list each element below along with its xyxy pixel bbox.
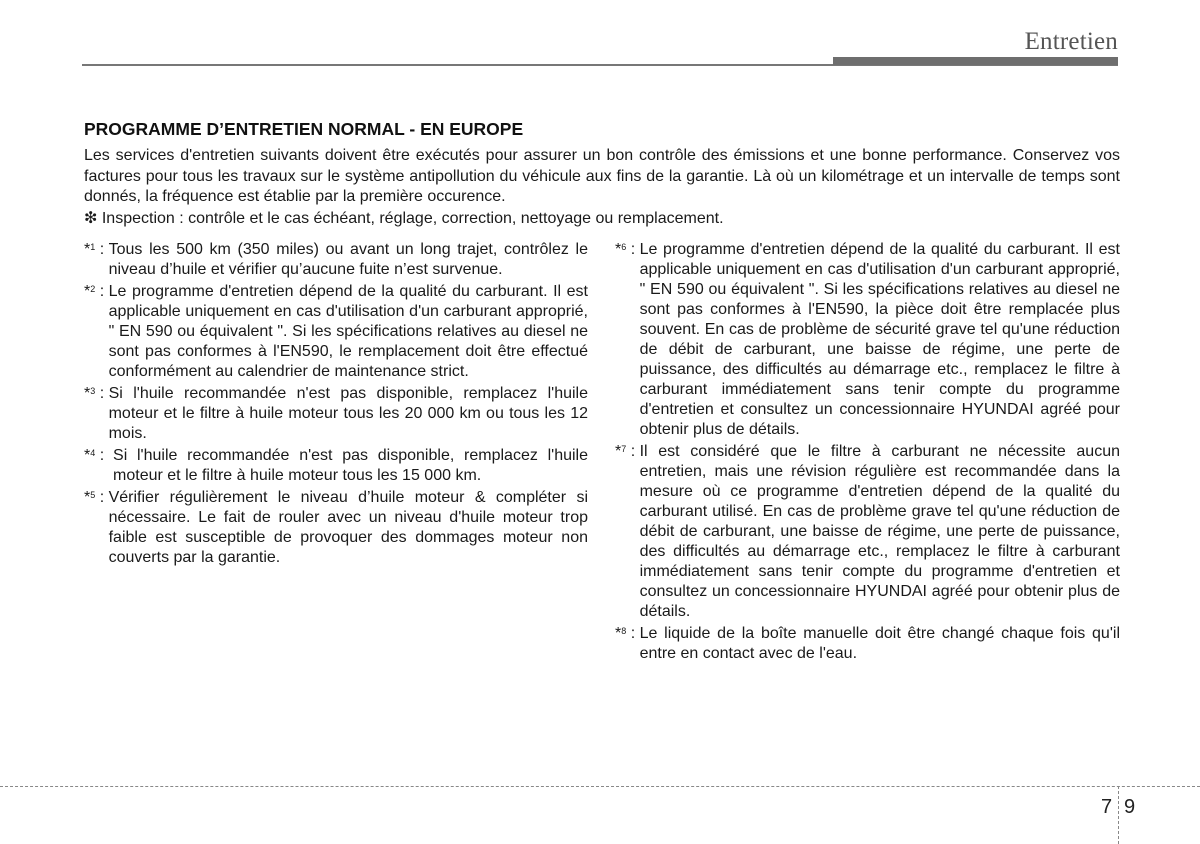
footnote-text: Il est considéré que le filtre à carburant ne nécessite aucun entretien, mais une révision régulière est recommandée dans la mesure où ce programme d'entretien dépend de la qualité du carburant utilisé. En cas de problème grave tel qu'une réduction de débit de carburant, une baisse de régime, une perte de puissance, des difficultés au démarrage etc., remplacez le filtre à carburant immédiatement sans tenir compte du programme d'entretien et consultez un concessionnaire HYUNDAI agréé pour obtenir plus de détails. xyxy=(639,443,1120,620)
footnote-marker: *$^3$ : xyxy=(84,385,109,402)
footnote-text: Si l'huile recommandée n'est pas disponible, remplacez l'huile moteur et le filtre à huile moteur tous les 15 000 km. xyxy=(113,447,588,484)
footnote-text: Le liquide de la boîte manuelle doit être changé chaque fois qu'il entre en contact avec de l'eau. xyxy=(639,625,1120,662)
footnote-3 xyxy=(84,384,588,444)
footer-dashed-rule xyxy=(0,786,1200,787)
footnote-text: Vérifier régulièrement le niveau d’huile moteur & compléter si nécessaire. Le fait de rouler avec un niveau d'huile moteur trop faible est susceptible de provoquer des dommages moteur non couverts par la garantie. xyxy=(108,489,588,566)
footnote-text: Le programme d'entretien dépend de la qualité du carburant. Il est applicable uniquement en cas d'utilisation d'un carburant approprié, " EN 590 ou équivalent ". Si les spécifications relatives au diesel ne sont pas conformes à l'EN590, la pièce doit être remplacée plus souvent. En cas de problème de sécurité grave tel qu'une réduction de débit de carburant, une baisse de régime, une perte de puissance, des difficultés au démarrage etc., remplacez le filtre à carburant immédiatement sans tenir compte du programme d'entretien et consultez un concessionnaire HYUNDAI agréé pour obtenir plus de détails. xyxy=(639,241,1120,438)
footnote-marker: *$^5$ : xyxy=(84,489,109,506)
footnote-marker: *$^4$ : xyxy=(84,447,114,464)
footer-dashed-divider xyxy=(1118,786,1119,844)
footnote-5 xyxy=(84,488,588,568)
section-title: PROGRAMME D’ENTRETIEN NORMAL - EN EUROPE xyxy=(84,119,524,139)
footnote-8 xyxy=(615,624,1120,664)
section-intro xyxy=(84,146,1120,229)
chapter-title: Entretien xyxy=(1024,28,1118,55)
page-number: 9 xyxy=(1124,796,1136,818)
footnote-7 xyxy=(615,442,1120,622)
footnote-text: Tous les 500 km (350 miles) ou avant un long trajet, contrôlez le niveau d’huile et vérifier qu’aucune fuite n’est survenue. xyxy=(108,241,588,278)
footnote-marker: *$^7$ : xyxy=(615,443,640,460)
footnotes-right-column xyxy=(615,240,1120,666)
footnotes-left-column xyxy=(84,240,588,570)
footnote-text: Le programme d'entretien dépend de la qualité du carburant. Il est applicable uniquement en cas d'utilisation d'un carburant approprié, " EN 590 ou équivalent ". Si les spécifications relatives au diesel ne sont pas conformes à l'EN590, le remplacement doit être effectué conformément au calendrier de maintenance strict. xyxy=(108,283,588,380)
footnote-marker: *$^8$ : xyxy=(615,625,640,642)
header-accent-bar xyxy=(833,57,1118,65)
footnote-6 xyxy=(615,240,1120,440)
footnote-text: Si l'huile recommandée n'est pas disponible, remplacez l'huile moteur et le filtre à huile moteur tous les 20 000 km ou tous les 12 mois. xyxy=(108,385,588,442)
inspection-note: ❇ Inspection : contrôle et le cas échéant, réglage, correction, nettoyage ou remplacement. xyxy=(84,209,724,227)
footnote-4 xyxy=(84,446,588,486)
footnote-marker: *$^1$ : xyxy=(84,241,109,258)
footnote-2 xyxy=(84,282,588,382)
intro-paragraph: Les services d'entretien suivants doivent être exécutés pour assurer un bon contrôle des émissions et une bonne performance. Conservez vos factures pour tous les travaux sur le système antipollution du véhicule aux fins de la garantie. Là où un kilométrage et un intervalle de temps sont donnés, la fréquence est établie par la première occurence. xyxy=(84,147,1120,205)
footnote-1 xyxy=(84,240,588,280)
footnote-marker: *$^6$ : xyxy=(615,241,640,258)
footnote-marker: *$^2$ : xyxy=(84,283,109,300)
section-number: 7 xyxy=(1101,796,1113,818)
